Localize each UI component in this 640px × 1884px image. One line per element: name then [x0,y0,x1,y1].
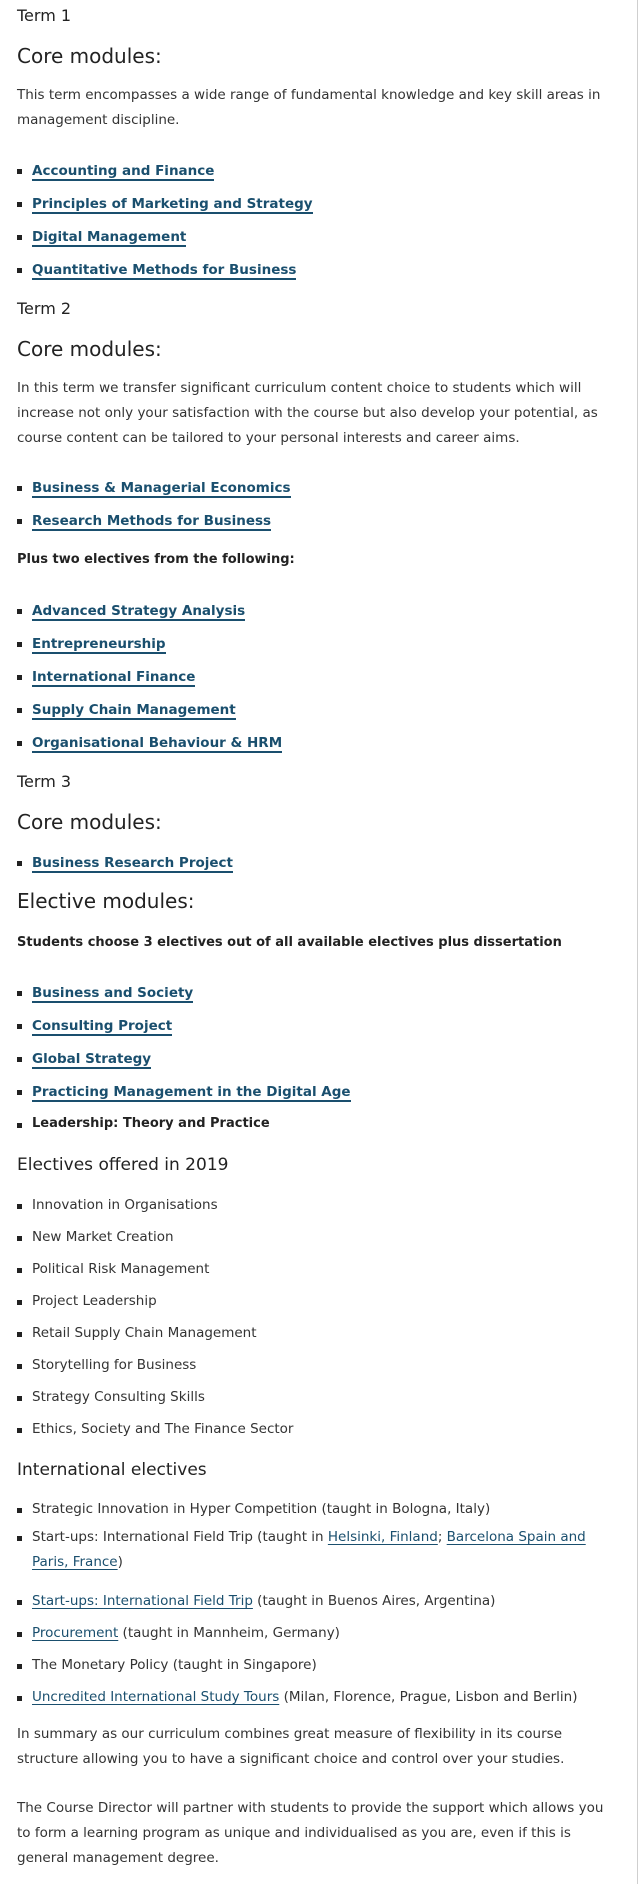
bullet-icon [17,1236,22,1241]
term1-core-heading: Core modules: [17,44,162,68]
bullet-icon [17,1396,22,1401]
bullet-icon [17,642,22,647]
bullet-icon [17,1632,22,1637]
elective-link-global-strategy[interactable]: Global Strategy [32,1051,152,1067]
elective-2019-item: Political Risk Management [32,1261,210,1277]
elective-2019-item: Strategy Consulting Skills [32,1389,205,1405]
elective-2019-item: Innovation in Organisations [32,1197,218,1213]
elective-2019-item: Project Leadership [32,1293,157,1309]
elective-2019-item: Ethics, Society and The Finance Sector [32,1421,294,1437]
bullet-icon [17,1332,22,1337]
summary-paragraph: In summary as our curriculum combines great measure of flexibility in its course structure allowing you to have a significant choice and control over your studies. [17,1726,565,1767]
bullet-icon [17,675,22,680]
bullet-icon [17,169,22,174]
term2-description: In this term we transfer significant curriculum content choice to students which will increase not only your satisfaction with the course but also develop your potential, as course content can be tailored to your personal interests and career aims. [17,380,598,446]
bullet-icon [17,1364,22,1369]
page-border [637,0,638,1884]
bullet-icon [17,268,22,273]
item-text: (taught in Mannheim, Germany) [118,1625,340,1641]
bullet-icon [17,1508,22,1513]
elective-2019-item: New Market Creation [32,1229,174,1245]
elective-leadership: Leadership: Theory and Practice [32,1116,270,1131]
international-item [32,1525,617,1575]
module-link-marketing[interactable]: Principles of Marketing and Strategy [32,196,313,212]
bullet-icon [17,1428,22,1433]
international-item: The Monetary Policy (taught in Singapore) [32,1657,317,1673]
summary-paragraph: The Course Director will partner with students to provide the support which allows you to form a learning program as unique and individualised as you are, even if this is general management degree. [17,1800,604,1866]
bullet-icon [17,1057,22,1062]
elective-link-consulting-project[interactable]: Consulting Project [32,1018,173,1034]
study-tours-link[interactable]: Uncredited International Study Tours [32,1689,280,1705]
item-text: (Milan, Florence, Prague, Lisbon and Berlin) [279,1689,578,1705]
bullet-icon [17,1090,22,1095]
module-link-research-methods[interactable]: Research Methods for Business [32,513,272,529]
term3-elective-intro: Students choose 3 electives out of all available electives plus dissertation [17,935,562,950]
module-link-digital-management[interactable]: Digital Management [32,229,187,245]
module-link-quantitative[interactable]: Quantitative Methods for Business [32,262,297,278]
item-text: (taught in Buenos Aires, Argentina) [252,1593,496,1609]
helsinki-link[interactable]: Helsinki, Finland [327,1529,438,1545]
term3-title: Term 3 [17,772,72,791]
module-link-research-project[interactable]: Business Research Project [32,855,233,871]
elective-link-supply-chain[interactable]: Supply Chain Management [32,702,236,718]
bullet-icon [17,708,22,713]
bullet-icon [17,202,22,207]
bullet-icon [17,991,22,996]
procurement-link[interactable]: Procurement [32,1625,119,1641]
bullet-icon [17,486,22,491]
bullet-icon [17,861,22,866]
bullet-icon [17,609,22,614]
term1-description: This term encompasses a wide range of fundamental knowledge and key skill areas in management discipline. [17,87,601,128]
item-text: Start-ups: International Field Trip (taught in [32,1529,328,1545]
elective-link-entrepreneurship[interactable]: Entrepreneurship [32,636,166,652]
international-item: Strategic Innovation in Hyper Competition (taught in Bologna, Italy) [32,1501,491,1517]
elective-2019-item: Retail Supply Chain Management [32,1325,257,1341]
elective-link-business-society[interactable]: Business and Society [32,985,194,1001]
bullet-icon [17,1696,22,1701]
bullet-icon [17,519,22,524]
list-item [17,1527,617,1579]
elective-link-international-finance[interactable]: International Finance [32,669,196,685]
bullet-icon [17,1204,22,1209]
bullet-icon [17,741,22,746]
bullet-icon [17,1123,22,1128]
term2-electives-intro: Plus two electives from the following: [17,552,295,567]
module-link-economics[interactable]: Business & Managerial Economics [32,480,291,496]
bullet-icon [17,1268,22,1273]
elective-link-strategy-analysis[interactable]: Advanced Strategy Analysis [32,603,246,619]
term3-core-heading: Core modules: [17,810,162,834]
term2-title: Term 2 [17,299,72,318]
term1-title: Term 1 [17,6,72,25]
term3-elective-heading: Elective modules: [17,889,195,913]
module-link-accounting[interactable]: Accounting and Finance [32,163,215,179]
elective-2019-item: Storytelling for Business [32,1357,197,1373]
elective-link-digital-age[interactable]: Practicing Management in the Digital Age [32,1084,351,1100]
bullet-icon [17,235,22,240]
bullet-icon [17,1024,22,1029]
barcelona-paris-link[interactable]: Barcelona Spain and Paris, France [32,1529,586,1570]
bullet-icon [17,1536,22,1541]
electives-2019-heading: Electives offered in 2019 [17,1155,229,1175]
term2-core-heading: Core modules: [17,337,162,361]
international-heading: International electives [17,1460,207,1480]
item-text: ) [117,1554,123,1570]
bullet-icon [17,1664,22,1669]
item-text: ; [437,1529,447,1545]
startups-field-trip-link[interactable]: Start-ups: International Field Trip [32,1593,253,1609]
bullet-icon [17,1600,22,1605]
elective-link-org-behaviour[interactable]: Organisational Behaviour & HRM [32,735,283,751]
bullet-icon [17,1300,22,1305]
